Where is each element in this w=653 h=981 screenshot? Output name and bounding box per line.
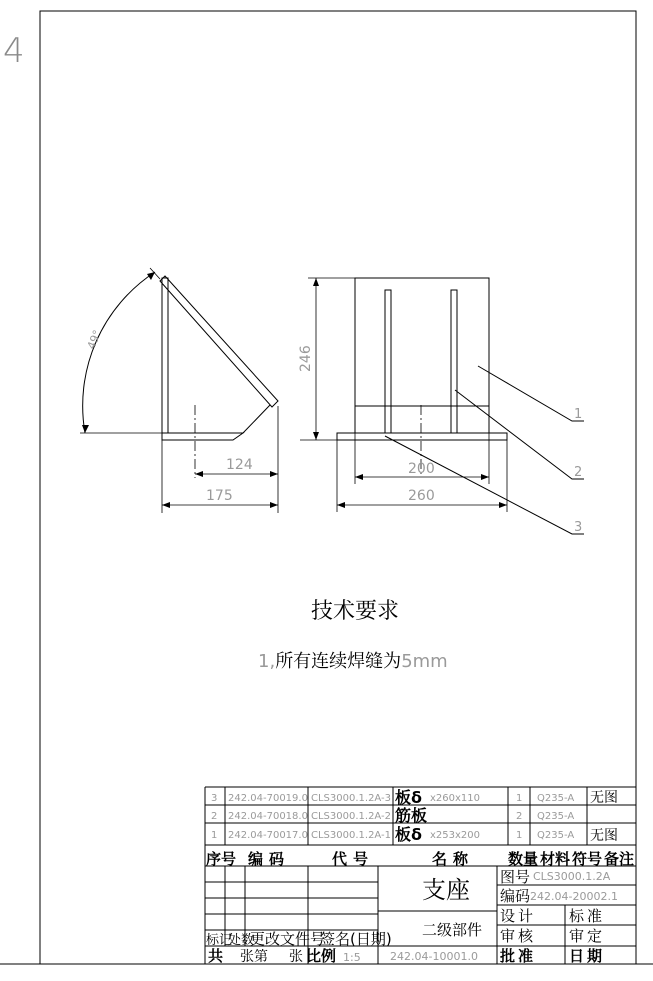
svg-text:无图: 无图 [590, 828, 618, 844]
svg-text:2: 2 [516, 811, 523, 822]
dim-175-label: 175 [206, 488, 233, 504]
bom-row-3 [211, 788, 618, 807]
dim-260-label: 260 [408, 488, 435, 504]
angle-label: 49° [84, 328, 105, 352]
design-label: 设计 [500, 907, 537, 925]
bom-row-1 [211, 825, 618, 844]
svg-text:备注: 备注 [604, 850, 635, 868]
leader-2 [455, 390, 584, 479]
sheet-total-label: 共 [208, 947, 224, 965]
assembly-code: 242.04-10001.0 [390, 950, 478, 963]
svg-text:3: 3 [211, 793, 218, 804]
review-label: 审核 [500, 927, 537, 945]
notes-line-suffix: 5mm [401, 651, 448, 672]
angle-arc [83, 272, 155, 433]
part-level: 二级部件 [422, 921, 483, 939]
svg-text:板δ: 板δ [395, 825, 422, 844]
side-base-plate [162, 433, 243, 440]
notes-line-main: 所有连续焊缝为 [275, 651, 402, 672]
svg-text:名称: 名称 [432, 850, 475, 868]
leader-1 [478, 366, 584, 421]
notes-heading: 技术要求 [311, 599, 400, 624]
front-view [298, 278, 584, 535]
svg-text:CLS3000.1.2A-2: CLS3000.1.2A-2 [311, 811, 392, 822]
side-view [80, 268, 278, 513]
svg-text:编码: 编码 [248, 850, 291, 868]
callout-2: 2 [574, 465, 583, 480]
svg-text:1: 1 [211, 830, 218, 841]
code-label: 编码 [500, 887, 531, 905]
svg-text:板δ: 板δ [395, 788, 422, 807]
svg-text:CLS3000.1.2A-1: CLS3000.1.2A-1 [311, 830, 392, 841]
front-back-plate [355, 278, 489, 433]
svg-text:242.04-70018.0: 242.04-70018.0 [228, 811, 308, 822]
rev-sign: 签名 [320, 930, 351, 948]
front-rib-left [385, 290, 391, 433]
callout-3: 3 [574, 520, 583, 535]
svg-text:242.04-70019.0: 242.04-70019.0 [228, 793, 308, 804]
rev-date: (日期) [350, 930, 392, 948]
sheet-label: 张第 [240, 949, 268, 965]
svg-text:x260x110: x260x110 [430, 793, 481, 804]
svg-text:符号: 符号 [572, 850, 603, 868]
approve-label: 审定 [569, 927, 606, 945]
scale-value: 1:5 [343, 951, 361, 964]
svg-text:数量: 数量 [508, 850, 539, 868]
standard-label: 标准 [569, 907, 606, 925]
drawing-no-label: 图号 [500, 868, 531, 886]
svg-text:2: 2 [211, 811, 218, 822]
svg-text:1: 1 [516, 830, 523, 841]
front-base-plate [337, 433, 507, 440]
svg-text:Q235-A: Q235-A [537, 811, 575, 822]
scale-label: 比例 [306, 947, 337, 965]
bom-header [206, 850, 634, 868]
svg-text:无图: 无图 [590, 790, 618, 806]
notes-line-prefix: 1, [258, 651, 276, 672]
svg-text:Q235-A: Q235-A [537, 830, 575, 841]
side-vertical-plate [162, 278, 168, 433]
svg-text:序号: 序号 [206, 850, 237, 868]
svg-text:筋板: 筋板 [395, 806, 428, 825]
sheet-corner-number: 4 [3, 31, 25, 71]
svg-text:代号: 代号 [332, 850, 375, 868]
callout-1: 1 [574, 407, 583, 422]
front-rib-right [451, 290, 457, 433]
ratify-label: 批准 [500, 947, 537, 965]
svg-text:x253x200: x253x200 [430, 830, 481, 841]
notes-line [258, 651, 448, 672]
rev-mark: 标记 [206, 933, 233, 948]
svg-text:242.04-70017.0: 242.04-70017.0 [228, 830, 308, 841]
svg-text:材料: 材料 [540, 850, 571, 868]
part-name: 支座 [422, 876, 470, 904]
side-inclined-plate [160, 276, 278, 407]
date-label: 日期 [569, 947, 606, 965]
svg-text:Q235-A: Q235-A [537, 793, 575, 804]
svg-text:CLS3000.1.2A-3: CLS3000.1.2A-3 [311, 793, 392, 804]
rev-count: 处数 [228, 933, 255, 948]
leader-3 [385, 436, 584, 534]
rev-doc: 更改文件号 [250, 930, 326, 948]
dim-124-label: 124 [226, 457, 253, 473]
svg-text:1: 1 [516, 793, 523, 804]
sheet-label-2: 张 [289, 949, 303, 965]
dim-200-label: 200 [408, 461, 435, 477]
dim-246-label: 246 [298, 345, 314, 372]
code-value: 242.04-20002.1 [530, 890, 618, 903]
drawing-no-value: CLS3000.1.2A [533, 870, 611, 883]
